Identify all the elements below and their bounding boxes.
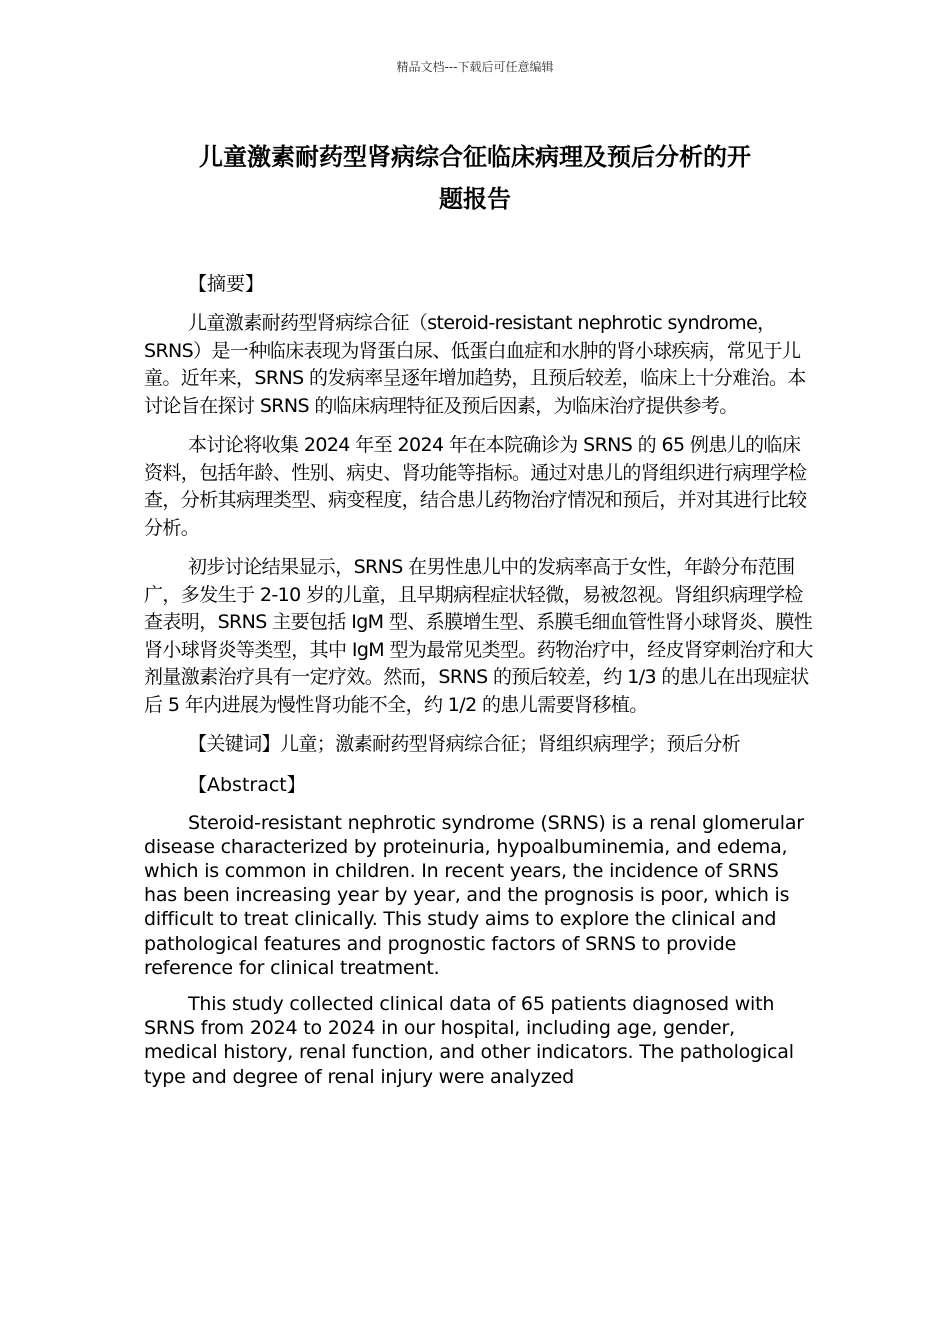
- abstract-en-label: 【Abstract】: [188, 773, 306, 796]
- header-note: 精品文档---下载后可任意编辑: [396, 60, 554, 74]
- abstract-en-paragraph-1: Steroid-resistant nephrotic syndrome (SRNS) is a renal glomerular disease characterized by proteinuria, hypoalbuminemia, and edema, which is common in children. In recent years, the incidence of SRNS has been increasing year by year, and the prognosis is poor, which is difficult to treat clinically. This study aims to explore the clinical and pathological features and prognostic factors of SRNS to provide reference for clinical treatment.: [144, 811, 804, 979]
- document-body: [144, 270, 814, 1101]
- title-line-1: 儿童激素耐药型肾病综合征临床病理及预后分析的开: [199, 143, 751, 171]
- abstract-cn-paragraph-3: 初步讨论结果显示，SRNS 在男性患儿中的发病率高于女性，年龄分布范围广，多发生于 2-10 岁的儿童，且早期病程症状轻微，易被忽视。肾组织病理学检查表明，SRNS 主要包括 IgM 型、系膜增生型、系膜毛细血管性肾小球肾炎、膜性肾小球肾炎等类型，其中 IgM 型为最常见类型。药物治疗中，经皮肾穿刺治疗和大剂量激素治疗具有一定疗效。然而，SRNS 的预后较差，约 1/3 的患儿在出现症状后 5 年内进展为慢性肾功能不全，约 1/2 的患儿需要肾移植。: [144, 556, 813, 716]
- title-line-2: 题报告: [439, 185, 511, 213]
- abstract-cn-paragraph-1: 儿童激素耐药型肾病综合征（steroid-resistant nephrotic syndrome，SRNS）是一种临床表现为肾蛋白尿、低蛋白血症和水肿的肾小球疾病，常见于儿童。近年来，SRNS 的发病率呈逐年增加趋势，且预后较差，临床上十分难治。本讨论旨在探讨 SRNS 的临床病理特征及预后因素，为临床治疗提供参考。: [144, 312, 806, 417]
- keywords-cn: 【关键词】儿童；激素耐药型肾病综合征；肾组织病理学；预后分析: [188, 733, 741, 755]
- abstract-en-paragraph-2: This study collected clinical data of 65 patients diagnosed with SRNS from 2024 to 2024 in our hospital, including age, gender, medical history, renal function, and other indicators. The pathological type and degree of renal injury were analyzed: [144, 992, 794, 1088]
- document-title: [140, 136, 810, 220]
- abstract-cn-paragraph-2: 本讨论将收集 2024 年至 2024 年在本院确诊为 SRNS 的 65 例患儿的临床资料，包括年龄、性别、病史、肾功能等指标。通过对患儿的肾组织进行病理学检查，分析其病理类型、病变程度，结合患儿药物治疗情况和预后，并对其进行比较分析。: [144, 434, 807, 539]
- abstract-cn-label: 【摘要】: [188, 273, 265, 295]
